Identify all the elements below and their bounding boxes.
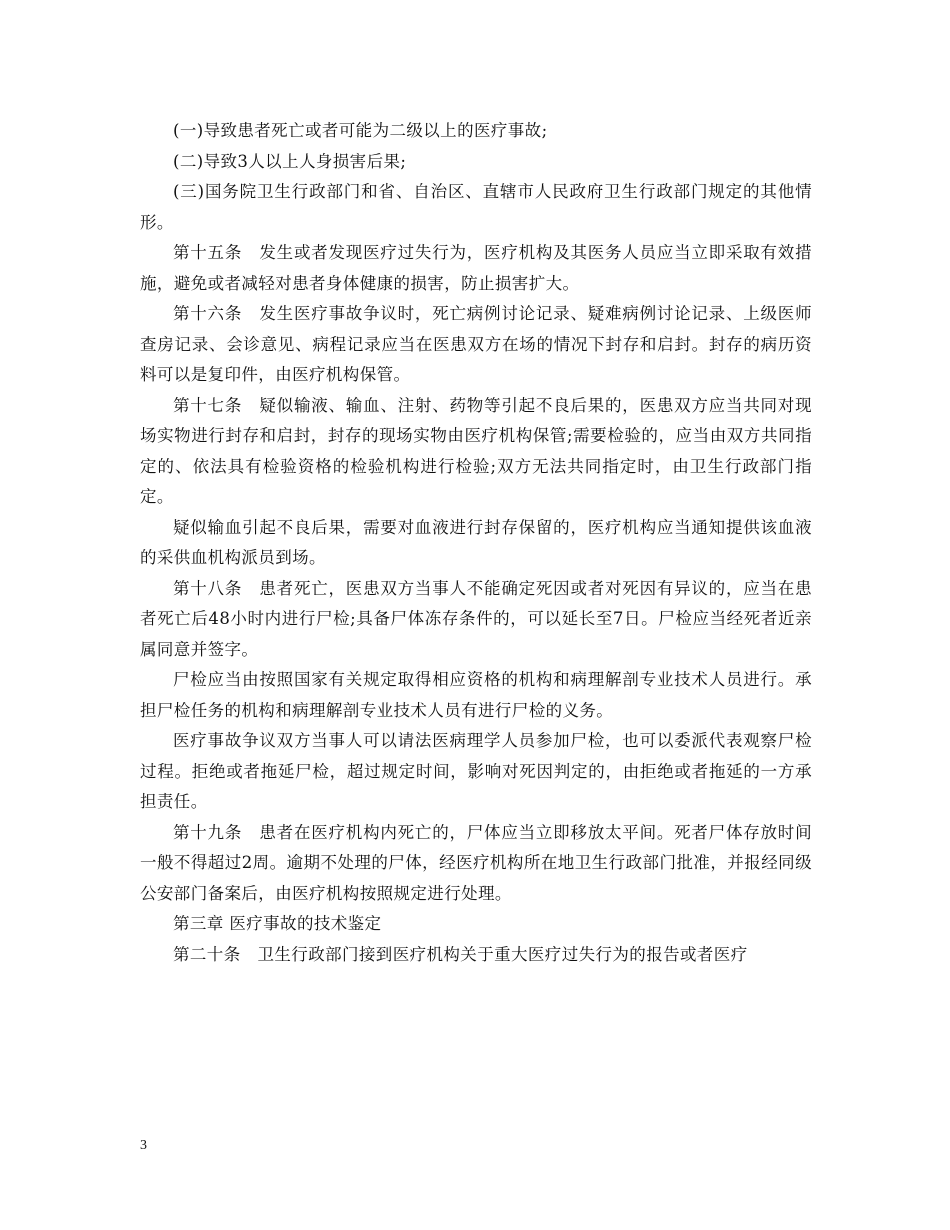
paragraph-item-1: (一)导致患者死亡或者可能为二级以上的医疗事故; (173, 121, 548, 140)
article-18-paragraph-3: 医疗事故争议双方当事人可以请法医病理学人员参加尸检，也可以委派代表观察尸检过程。拒绝或者拖延尸检，超过规定时间，影响对死因判定的，由拒绝或者拖延的一方承担责任。 (140, 731, 812, 811)
article-16: 第十六条 发生医疗事故争议时，死亡病例讨论记录、疑难病例讨论记录、上级医师查房记录、会诊意见、病程记录应当在医患双方在场的情况下封存和启封。封存的病历资料可以是复印件，由医疗机构保管。 (140, 304, 812, 384)
article-15: 第十五条 发生或者发现医疗过失行为，医疗机构及其医务人员应当立即采取有效措施，避免或者减轻对患者身体健康的损害，防止损害扩大。 (140, 243, 812, 293)
paragraph-item-2: (二)导致3人以上人身损害后果; (173, 151, 407, 171)
article-18: 第十八条 患者死亡，医患双方当事人不能确定死因或者对死因有异议的，应当在患者死亡后48小时内进行尸检;具备尸体冻存条件的，可以延长至7日。尸检应当经死者近亲属同意并签字。 (140, 578, 812, 659)
article-17-paragraph-2: 疑似输血引起不良后果，需要对血液进行封存保留的，医疗机构应当通知提供该血液的采供血机构派员到场。 (140, 517, 812, 567)
article-20: 第二十条 卫生行政部门接到医疗机构关于重大医疗过失行为的报告或者医疗 (173, 944, 748, 964)
paragraph-item-3: (三)国务院卫生行政部门和省、自治区、直辖市人民政府卫生行政部门规定的其他情形。 (140, 182, 812, 232)
page-number: 3 (140, 1138, 147, 1153)
document-body (140, 116, 812, 970)
chapter-heading: 第三章 医疗事故的技术鉴定 (173, 914, 382, 933)
article-19: 第十九条 患者在医疗机构内死亡的，尸体应当立即移放太平间。死者尸体存放时间一般不得超过2周。逾期不处理的尸体，经医疗机构所在地卫生行政部门批准，并报经同级公安部门备案后，由医疗机构按照规定进行处理。 (140, 822, 812, 903)
article-18-paragraph-2: 尸检应当由按照国家有关规定取得相应资格的机构和病理解剖专业技术人员进行。承担尸检任务的机构和病理解剖专业技术人员有进行尸检的义务。 (140, 670, 812, 720)
article-17: 第十七条 疑似输液、输血、注射、药物等引起不良后果的，医患双方应当共同对现场实物进行封存和启封，封存的现场实物由医疗机构保管;需要检验的，应当由双方共同指定的、依法具有检验资格的检验机构进行检验;双方无法共同指定时，由卫生行政部门指定。 (140, 395, 812, 506)
